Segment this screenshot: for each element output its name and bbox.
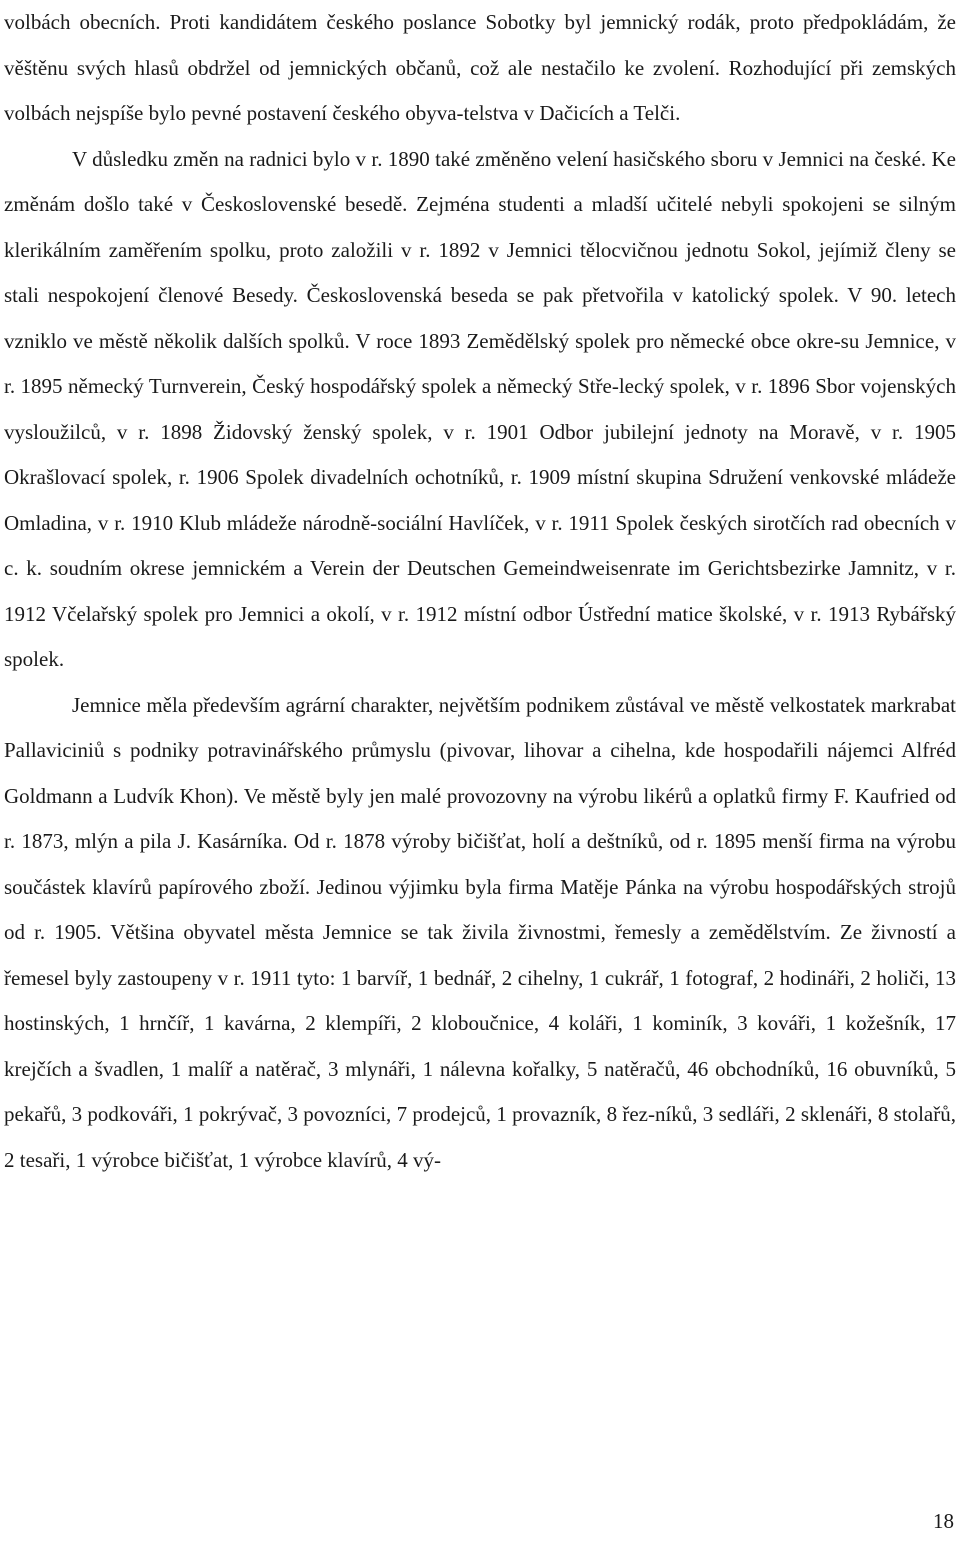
paragraph-3: Jemnice měla především agrární charakter, největším podnikem zůstával ve městě velkostatek markrabat Pallaviciniů s podniky potravinářského průmyslu (pivovar, lihovar a cihelna, kde hospodařili nájemci Alfréd Goldmann a Ludvík Khon). Ve městě byly jen malé provozovny na výrobu likérů a oplatků firmy F. Kaufried od r. 1873, mlýn a pila J. Kasárníka. Od r. 1878 výroby bičišťat, holí a deštníků, od r. 1895 menší firma na výrobu součástek klavírů papírového zboží. Jedinou výjimku byla firma Matěje Pánka na výrobu hospodářských strojů od r. 1905. Většina obyvatel města Jemnice se tak živila živnostmi, řemesly a zemědělstvím. Ze živností a řemesel byly zastoupeny v r. 1911 tyto: 1 barvíř, 1 bednář, 2 cihelny, 1 cukrář, 1 fotograf, 2 hodináři, 2 holiči, 13 hostinských, 1 hrnčíř, 1 kavárna, 2 klempíři, 2 kloboučnice, 4 koláři, 1 kominík, 3 kováři, 1 kožešník, 17 krejčích a švadlen, 1 malíř a natěrač, 3 mlynáři, 1 nálevna kořalky, 5 natěračů, 46 obchodníků, 16 obuvníků, 5 pekařů, 3 podkováři, 1 pokrývač, 3 povozníci, 7 prodejců, 1 provazník, 8 řez-níků, 3 sedláři, 2 sklenáři, 8 stolařů, 2 tesaři, 1 výrobce bičišťat, 1 výrobce klavírů, 4 vý-: [4, 692, 956, 1172]
paragraph-2: V důsledku změn na radnici bylo v r. 1890 také změněno velení hasičského sboru v Jemnici na české. Ke změnám došlo také v Československé besedě. Zejména studenti a mladší učitelé nebyli spokojeni se silným klerikálním zaměřením spolku, proto založili v r. 1892 v Jemnici tělocvičnou jednotu Sokol, jejímiž členy se stali nespokojení členové Besedy. Československá beseda se pak přetvořila v katolický spolek. V 90. letech vzniklo ve městě několik dalších spolků. V roce 1893 Zemědělský spolek pro německé obce okre-su Jemnice, v r. 1895 německý Turnverein, Český hospodářský spolek a německý Stře-lecký spolek, v r. 1896 Sbor vojenských vysloužilců, v r. 1898 Židovský ženský spolek, v r. 1901 Odbor jubilejní jednoty na Moravě, v r. 1905 Okrašlovací spolek, r. 1906 Spolek divadelních ochotníků, r. 1909 místní skupina Sdružení venkovské mládeže Omladina, v r. 1910 Klub mládeže národně-sociální Havlíček, v r. 1911 Spolek českých sirotčích rad obecních v c. k. soudním okrese jemnickém a Verein der Deutschen Gemeindweisenrate im Gerichtsbezirke Jamnitz, v r. 1912 Včelařský spolek pro Jemnici a okolí, v r. 1912 místní odbor Ústřední matice školské, v r. 1913 Rybářský spolek.: [4, 146, 956, 671]
page-number: 18: [933, 1509, 954, 1533]
body-text: [4, 0, 956, 1183]
paragraph-1: volbách obecních. Proti kandidátem českého poslance Sobotky byl jemnický rodák, proto předpokládám, že věštěnu svých hlasů obdržel od jemnických občanů, což ale nestačilo ke zvolení. Rozhodující při zemských volbách nejspíše bylo pevné postavení českého obyva-telstva v Dačicích a Telči.: [4, 10, 956, 125]
